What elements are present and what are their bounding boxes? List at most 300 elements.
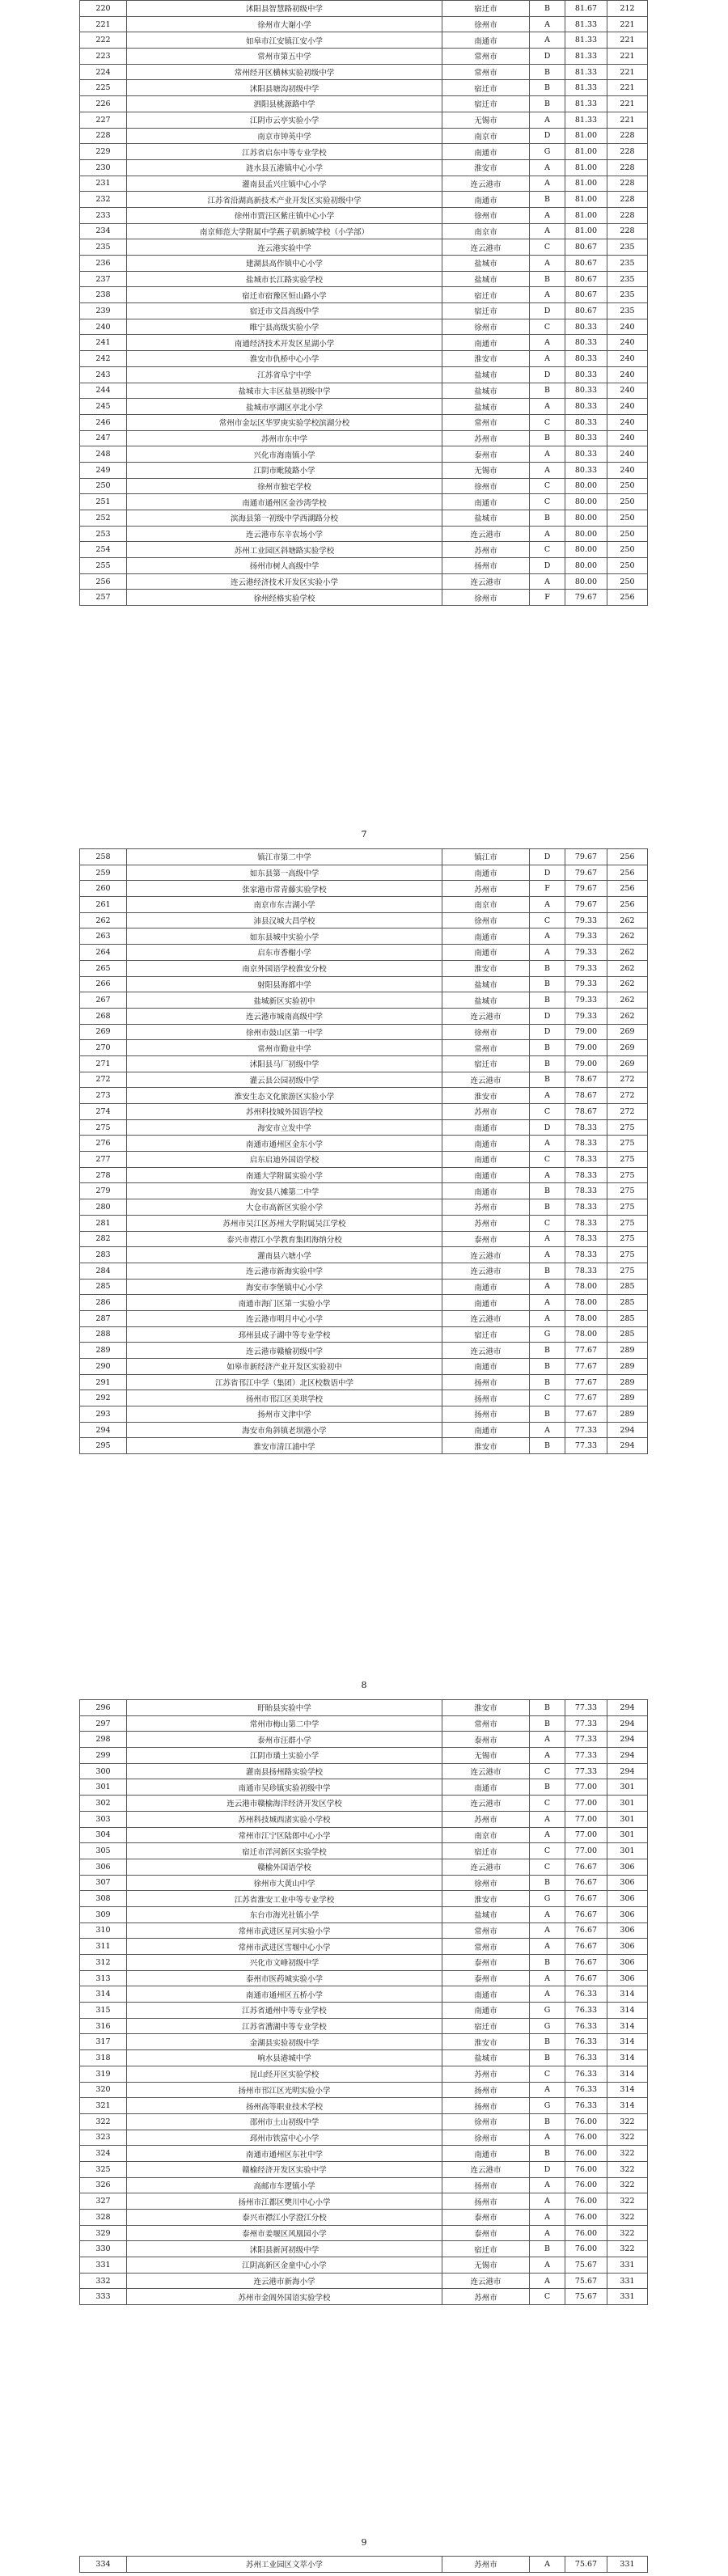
city-cell: 连云港市 <box>442 1263 530 1279</box>
city-cell: 扬州市 <box>442 2082 530 2098</box>
school-name-cell: 徐州市独宅学校 <box>127 478 442 494</box>
category-cell: D <box>530 1008 565 1024</box>
table-row <box>80 1875 648 1891</box>
city-cell: 宿迁市 <box>442 2241 530 2257</box>
rank-cell: 294 <box>607 1700 648 1716</box>
page-number: 9 <box>361 2537 367 2548</box>
score-cell: 76.67 <box>565 1906 607 1922</box>
row-number-cell: 245 <box>80 399 127 415</box>
score-cell: 79.67 <box>565 897 607 913</box>
row-number-cell: 275 <box>80 1119 127 1136</box>
score-cell: 77.33 <box>565 1763 607 1779</box>
rank-cell: 275 <box>607 1152 648 1168</box>
category-cell: B <box>530 1183 565 1199</box>
category-cell: B <box>530 1374 565 1390</box>
row-number-cell: 264 <box>80 945 127 961</box>
score-cell: 81.00 <box>565 207 607 223</box>
row-number-cell: 246 <box>80 414 127 430</box>
score-cell: 81.33 <box>565 96 607 112</box>
city-cell: 南京市 <box>442 128 530 144</box>
row-number-cell: 254 <box>80 542 127 558</box>
row-number-cell: 242 <box>80 351 127 367</box>
rank-cell: 235 <box>607 303 648 319</box>
school-name-cell: 沭阳县塘沟初级中学 <box>127 80 442 96</box>
score-cell: 78.33 <box>565 1231 607 1247</box>
rank-cell: 322 <box>607 2225 648 2241</box>
category-cell: D <box>530 128 565 144</box>
score-cell: 80.00 <box>565 526 607 542</box>
table-row <box>80 239 648 256</box>
score-cell: 78.00 <box>565 1295 607 1311</box>
category-cell: A <box>530 1906 565 1922</box>
table-row <box>80 256 648 272</box>
table-row <box>80 573 648 590</box>
rank-cell: 228 <box>607 207 648 223</box>
city-cell: 南通市 <box>442 928 530 945</box>
school-name-cell: 盐城新区实验初中 <box>127 992 442 1009</box>
ranking-table-body <box>80 849 648 1454</box>
table-row <box>80 526 648 542</box>
row-number-cell: 296 <box>80 1700 127 1716</box>
score-cell: 76.00 <box>565 2225 607 2241</box>
rank-cell: 294 <box>607 1748 648 1764</box>
score-cell: 81.00 <box>565 128 607 144</box>
rank-cell: 294 <box>607 1715 648 1732</box>
city-cell: 南通市 <box>442 1167 530 1183</box>
row-number-cell: 325 <box>80 2161 127 2177</box>
ranking-table <box>79 848 648 1454</box>
row-number-cell: 323 <box>80 2130 127 2146</box>
row-number-cell: 260 <box>80 881 127 897</box>
category-cell: F <box>530 881 565 897</box>
row-number-cell: 292 <box>80 1390 127 1406</box>
row-number-cell: 232 <box>80 192 127 208</box>
city-cell: 泰州市 <box>442 2210 530 2226</box>
table-row <box>80 2225 648 2241</box>
score-cell: 80.00 <box>565 478 607 494</box>
school-name-cell: 徐州经格实验学校 <box>127 590 442 606</box>
rank-cell: 250 <box>607 478 648 494</box>
table-section-4 <box>79 2556 647 2573</box>
score-cell: 76.00 <box>565 2161 607 2177</box>
table-row <box>80 1167 648 1183</box>
page-number: 8 <box>361 1680 367 1690</box>
category-cell: B <box>530 2034 565 2050</box>
row-number-cell: 304 <box>80 1827 127 1843</box>
rank-cell: 289 <box>607 1359 648 1375</box>
row-number-cell: 311 <box>80 1939 127 1955</box>
table-row <box>80 271 648 287</box>
category-cell: C <box>530 239 565 256</box>
rank-cell: 221 <box>607 16 648 32</box>
city-cell: 南通市 <box>442 335 530 351</box>
table-row <box>80 2273 648 2289</box>
score-cell: 80.00 <box>565 558 607 574</box>
table-row <box>80 1906 648 1922</box>
category-cell: C <box>530 1796 565 1812</box>
table-row <box>80 2146 648 2162</box>
school-name-cell: 宿迁市文昌高级中学 <box>127 303 442 319</box>
city-cell: 南通市 <box>442 1295 530 1311</box>
row-number-cell: 222 <box>80 32 127 49</box>
category-cell: C <box>530 2289 565 2305</box>
score-cell: 79.33 <box>565 992 607 1009</box>
table-row <box>80 1 648 17</box>
school-name-cell: 连云港市赣榆初级中学 <box>127 1343 442 1359</box>
rank-cell: 314 <box>607 2018 648 2034</box>
rank-cell: 269 <box>607 1055 648 1072</box>
school-name-cell: 南通市通州区金东小学 <box>127 1136 442 1152</box>
rank-cell: 306 <box>607 1891 648 1907</box>
city-cell: 盐城市 <box>442 1906 530 1922</box>
row-number-cell: 299 <box>80 1748 127 1764</box>
table-row <box>80 1040 648 1056</box>
rank-cell: 240 <box>607 366 648 383</box>
table-row <box>80 2018 648 2034</box>
score-cell: 77.67 <box>565 1390 607 1406</box>
school-name-cell: 连云港市东辛农场小学 <box>127 526 442 542</box>
city-cell: 淮安市 <box>442 1088 530 1104</box>
score-cell: 79.33 <box>565 928 607 945</box>
school-name-cell: 兴化市文峰初级中学 <box>127 1955 442 1971</box>
score-cell: 75.67 <box>565 2273 607 2289</box>
table-row <box>80 319 648 335</box>
city-cell: 泰州市 <box>442 1970 530 1986</box>
score-cell: 77.33 <box>565 1715 607 1732</box>
row-number-cell: 282 <box>80 1231 127 1247</box>
row-number-cell: 328 <box>80 2210 127 2226</box>
school-name-cell: 宿迁市洋河新区实验学校 <box>127 1843 442 1859</box>
city-cell: 苏州市 <box>442 2557 530 2573</box>
score-cell: 81.67 <box>565 1 607 17</box>
rank-cell: 275 <box>607 1215 648 1231</box>
score-cell: 76.00 <box>565 2130 607 2146</box>
score-cell: 80.67 <box>565 239 607 256</box>
score-cell: 80.67 <box>565 303 607 319</box>
score-cell: 77.33 <box>565 1732 607 1748</box>
table-row <box>80 1088 648 1104</box>
rank-cell: 240 <box>607 351 648 367</box>
school-name-cell: 南京市钟英中学 <box>127 128 442 144</box>
school-name-cell: 徐州市大谢小学 <box>127 16 442 32</box>
school-name-cell: 南通市通州区五桥小学 <box>127 1986 442 2003</box>
category-cell: C <box>530 912 565 928</box>
score-cell: 80.67 <box>565 271 607 287</box>
score-cell: 80.33 <box>565 351 607 367</box>
city-cell: 南通市 <box>442 1986 530 2003</box>
table-row <box>80 992 648 1009</box>
category-cell: C <box>530 494 565 510</box>
rank-cell: 256 <box>607 849 648 865</box>
category-cell: B <box>530 1955 565 1971</box>
row-number-cell: 227 <box>80 112 127 128</box>
category-cell: B <box>530 2113 565 2130</box>
category-cell: B <box>530 960 565 976</box>
category-cell: C <box>530 1215 565 1231</box>
score-cell: 79.33 <box>565 1008 607 1024</box>
score-cell: 80.33 <box>565 414 607 430</box>
table-row <box>80 287 648 303</box>
row-number-cell: 313 <box>80 1970 127 1986</box>
score-cell: 80.33 <box>565 319 607 335</box>
school-name-cell: 扬州高等职业技术学校 <box>127 2098 442 2114</box>
rank-cell: 212 <box>607 1 648 17</box>
city-cell: 淮安市 <box>442 1700 530 1716</box>
table-row <box>80 2098 648 2114</box>
school-name-cell: 南通市吴珍镇实验初级中学 <box>127 1779 442 1796</box>
rank-cell: 235 <box>607 287 648 303</box>
city-cell: 扬州市 <box>442 558 530 574</box>
city-cell: 南通市 <box>442 144 530 160</box>
category-cell: B <box>530 1779 565 1796</box>
category-cell: G <box>530 1891 565 1907</box>
score-cell: 78.33 <box>565 1263 607 1279</box>
category-cell: D <box>530 2161 565 2177</box>
rank-cell: 240 <box>607 430 648 446</box>
table-row <box>80 383 648 399</box>
table-row <box>80 159 648 176</box>
rank-cell: 256 <box>607 881 648 897</box>
category-cell: C <box>530 542 565 558</box>
table-row <box>80 1263 648 1279</box>
city-cell: 盐城市 <box>442 976 530 992</box>
school-name-cell: 南通大学附属实验小学 <box>127 1167 442 1183</box>
score-cell: 76.67 <box>565 1939 607 1955</box>
city-cell: 南通市 <box>442 1359 530 1375</box>
category-cell: C <box>530 319 565 335</box>
rank-cell: 272 <box>607 1072 648 1088</box>
rank-cell: 240 <box>607 335 648 351</box>
score-cell: 76.67 <box>565 1955 607 1971</box>
row-number-cell: 240 <box>80 319 127 335</box>
row-number-cell: 258 <box>80 849 127 865</box>
rank-cell: 322 <box>607 2113 648 2130</box>
row-number-cell: 307 <box>80 1875 127 1891</box>
row-number-cell: 265 <box>80 960 127 976</box>
city-cell: 泰州市 <box>442 2225 530 2241</box>
row-number-cell: 255 <box>80 558 127 574</box>
category-cell: A <box>530 1167 565 1183</box>
score-cell: 80.00 <box>565 542 607 558</box>
table-row <box>80 1438 648 1454</box>
category-cell: B <box>530 271 565 287</box>
school-name-cell: 南通市通州区金沙湾学校 <box>127 494 442 510</box>
table-section-3 <box>79 1699 647 2305</box>
school-name-cell: 江苏省淮安工业中等专业学校 <box>127 1891 442 1907</box>
row-number-cell: 273 <box>80 1088 127 1104</box>
ranking-table <box>79 2556 648 2573</box>
table-row <box>80 1119 648 1136</box>
table-row <box>80 1779 648 1796</box>
score-cell: 76.67 <box>565 1970 607 1986</box>
city-cell: 盐城市 <box>442 510 530 527</box>
category-cell: D <box>530 303 565 319</box>
rank-cell: 272 <box>607 1104 648 1120</box>
row-number-cell: 285 <box>80 1279 127 1295</box>
rank-cell: 240 <box>607 399 648 415</box>
school-name-cell: 如皋市江安镇江安小学 <box>127 32 442 49</box>
row-number-cell: 295 <box>80 1438 127 1454</box>
table-row <box>80 897 648 913</box>
city-cell: 连云港市 <box>442 573 530 590</box>
table-row <box>80 16 648 32</box>
city-cell: 宿迁市 <box>442 2018 530 2034</box>
rank-cell: 262 <box>607 928 648 945</box>
school-name-cell: 南京外国语学校淮安分校 <box>127 960 442 976</box>
table-row <box>80 494 648 510</box>
school-name-cell: 苏州工业园区斜塘路实验学校 <box>127 542 442 558</box>
category-cell: C <box>530 478 565 494</box>
rank-cell: 269 <box>607 1024 648 1040</box>
row-number-cell: 293 <box>80 1406 127 1423</box>
rank-cell: 240 <box>607 319 648 335</box>
row-number-cell: 279 <box>80 1183 127 1199</box>
city-cell: 盐城市 <box>442 2050 530 2066</box>
category-cell: D <box>530 865 565 881</box>
school-name-cell: 江苏省阜宁中学 <box>127 366 442 383</box>
category-cell: C <box>530 1390 565 1406</box>
rank-cell: 294 <box>607 1422 648 1438</box>
rank-cell: 262 <box>607 912 648 928</box>
rank-cell: 221 <box>607 96 648 112</box>
school-name-cell: 徐州市贾汪区紫庄镇中心小学 <box>127 207 442 223</box>
rank-cell: 314 <box>607 2003 648 2019</box>
school-name-cell: 常州市勤业中学 <box>127 1040 442 1056</box>
row-number-cell: 305 <box>80 1843 127 1859</box>
page-number: 7 <box>361 829 367 840</box>
city-cell: 宿迁市 <box>442 303 530 319</box>
city-cell: 连云港市 <box>442 526 530 542</box>
score-cell: 79.33 <box>565 945 607 961</box>
table-row <box>80 1072 648 1088</box>
school-name-cell: 海安市立发中学 <box>127 1119 442 1136</box>
school-name-cell: 淮安生态文化旅游区实验小学 <box>127 1088 442 1104</box>
category-cell: A <box>530 462 565 478</box>
category-cell: D <box>530 558 565 574</box>
city-cell: 常州市 <box>442 414 530 430</box>
score-cell: 78.67 <box>565 1088 607 1104</box>
rank-cell: 228 <box>607 159 648 176</box>
row-number-cell: 241 <box>80 335 127 351</box>
rank-cell: 331 <box>607 2557 648 2573</box>
score-cell: 79.00 <box>565 1055 607 1072</box>
category-cell: G <box>530 2018 565 2034</box>
school-name-cell: 淮安市仇桥中心小学 <box>127 351 442 367</box>
school-name-cell: 镇江市第二中学 <box>127 849 442 865</box>
city-cell: 泰州市 <box>442 1955 530 1971</box>
category-cell: A <box>530 1136 565 1152</box>
rank-cell: 322 <box>607 2241 648 2257</box>
school-name-cell: 海安县八摊第二中学 <box>127 1183 442 1199</box>
score-cell: 81.33 <box>565 112 607 128</box>
city-cell: 南通市 <box>442 494 530 510</box>
table-row <box>80 462 648 478</box>
city-cell: 苏州市 <box>442 1104 530 1120</box>
city-cell: 连云港市 <box>442 1247 530 1263</box>
school-name-cell: 海安市角斜镇老坝港小学 <box>127 1422 442 1438</box>
rank-cell: 331 <box>607 2257 648 2274</box>
score-cell: 81.33 <box>565 49 607 65</box>
score-cell: 77.00 <box>565 1811 607 1827</box>
row-number-cell: 322 <box>80 2113 127 2130</box>
score-cell: 81.00 <box>565 192 607 208</box>
rank-cell: 262 <box>607 960 648 976</box>
row-number-cell: 298 <box>80 1732 127 1748</box>
score-cell: 81.33 <box>565 64 607 80</box>
row-number-cell: 321 <box>80 2098 127 2114</box>
school-name-cell: 泰兴市襟江小学澄江分校 <box>127 2210 442 2226</box>
school-name-cell: 扬州市文津中学 <box>127 1406 442 1423</box>
school-name-cell: 连云港市明月中心小学 <box>127 1310 442 1326</box>
row-number-cell: 314 <box>80 1986 127 2003</box>
school-name-cell: 常州市江宁区陆郎中心小学 <box>127 1827 442 1843</box>
school-name-cell: 邳州县成子湖中等专业学校 <box>127 1326 442 1343</box>
category-cell: A <box>530 2193 565 2210</box>
school-name-cell: 扬州市邗江区光明实验小学 <box>127 2082 442 2098</box>
score-cell: 81.00 <box>565 176 607 192</box>
rank-cell: 275 <box>607 1183 648 1199</box>
city-cell: 徐州市 <box>442 207 530 223</box>
school-name-cell: 沛县汉城大昌学校 <box>127 912 442 928</box>
category-cell: C <box>530 1843 565 1859</box>
category-cell: B <box>530 1406 565 1423</box>
school-name-cell: 灌南县扬州路实验学校 <box>127 1763 442 1779</box>
city-cell: 宿迁市 <box>442 1055 530 1072</box>
table-row <box>80 1326 648 1343</box>
category-cell: A <box>530 1986 565 2003</box>
city-cell: 南通市 <box>442 192 530 208</box>
rank-cell: 262 <box>607 1008 648 1024</box>
table-row <box>80 558 648 574</box>
rank-cell: 314 <box>607 1986 648 2003</box>
table-row <box>80 1279 648 1295</box>
city-cell: 连云港市 <box>442 1008 530 1024</box>
category-cell: B <box>530 1343 565 1359</box>
row-number-cell: 226 <box>80 96 127 112</box>
table-row <box>80 446 648 463</box>
row-number-cell: 327 <box>80 2193 127 2210</box>
score-cell: 78.33 <box>565 1247 607 1263</box>
row-number-cell: 276 <box>80 1136 127 1152</box>
category-cell: A <box>530 2130 565 2146</box>
school-name-cell: 南京师范大学附属中学燕子矶新城学校（小学部） <box>127 223 442 239</box>
rank-cell: 285 <box>607 1326 648 1343</box>
score-cell: 80.33 <box>565 366 607 383</box>
school-name-cell: 涟水县五港镇中心小学 <box>127 159 442 176</box>
city-cell: 宿迁市 <box>442 1326 530 1343</box>
rank-cell: 306 <box>607 1955 648 1971</box>
city-cell: 盐城市 <box>442 383 530 399</box>
table-row <box>80 1231 648 1247</box>
city-cell: 常州市 <box>442 1715 530 1732</box>
school-name-cell: 射阳县海都中学 <box>127 976 442 992</box>
category-cell: A <box>530 32 565 49</box>
school-name-cell: 赣榆外国语学校 <box>127 1859 442 1875</box>
category-cell: G <box>530 144 565 160</box>
score-cell: 76.67 <box>565 1891 607 1907</box>
city-cell: 常州市 <box>442 1922 530 1939</box>
table-row <box>80 2113 648 2130</box>
school-name-cell: 建湖县高作镇中心小学 <box>127 256 442 272</box>
category-cell: C <box>530 1763 565 1779</box>
rank-cell: 301 <box>607 1843 648 1859</box>
table-row <box>80 1024 648 1040</box>
school-name-cell: 徐州市大黄山中学 <box>127 1875 442 1891</box>
category-cell: A <box>530 573 565 590</box>
category-cell: G <box>530 2003 565 2019</box>
row-number-cell: 269 <box>80 1024 127 1040</box>
category-cell: A <box>530 159 565 176</box>
